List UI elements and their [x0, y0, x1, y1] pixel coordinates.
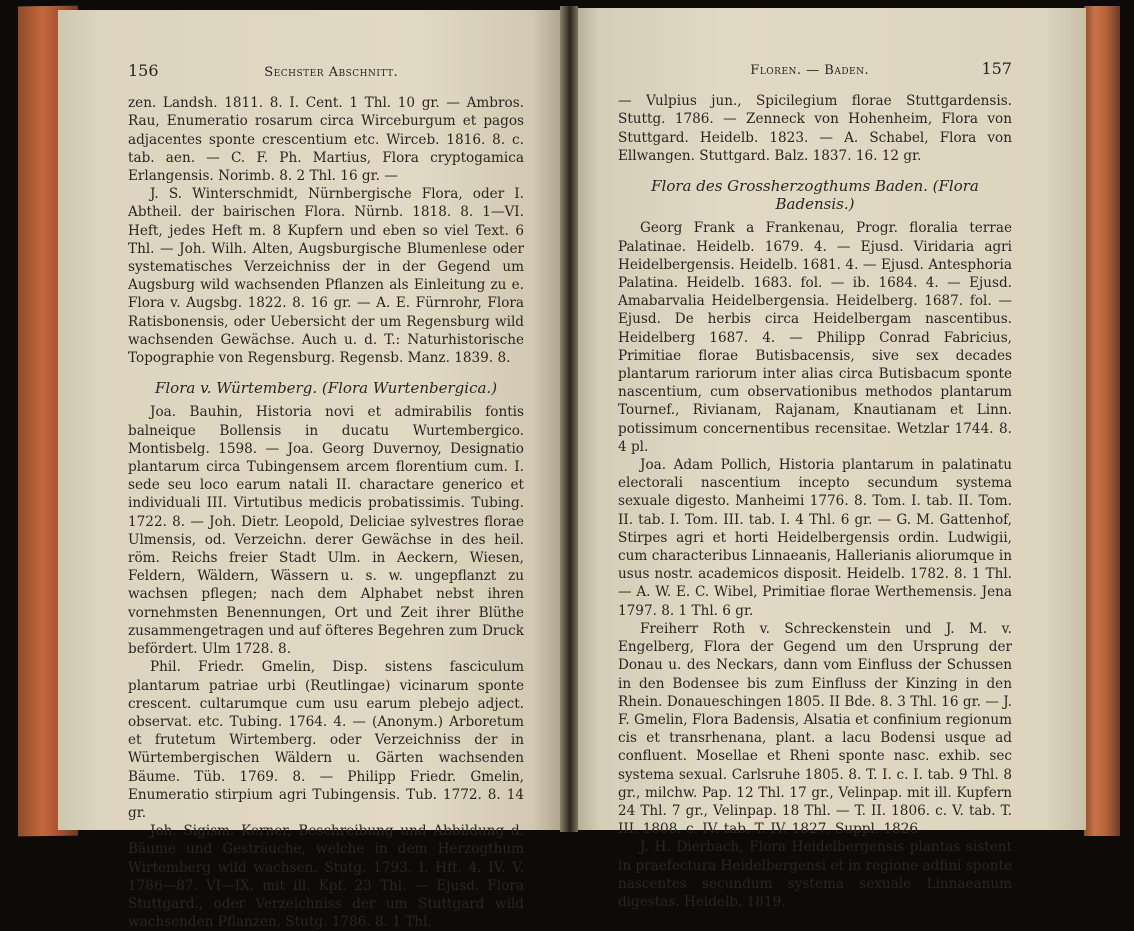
left-page-number: 156 [128, 61, 159, 80]
right-paragraph: Joa. Adam Pollich, Historia plantarum in palatinatu electorali nascentium incepto secundum systema sexuale digesto. Manheimi 1776. 8. Tom. I. tab. II. Tom. II. tab. I. Tom. III. tab. I. 4 Thl. 6 gr. — G. M. Gattenhof, Stirpes agri et horti Heidelbergensis ordin. Ludwigii, cum characteribus Linnaeanis, Hallerianis aliorumque in usus nostr. academicos disposit. Heidelb. 1782. 8. 1 Thl. — A. W. E. C. Wibel, Primitiae florae Werthemensis. Jena 1797. 8. 1 Thl. 6 gr. [618, 457, 1012, 619]
left-running-title: Sechster Abschnitt. [264, 65, 399, 80]
right-running-title: Floren. — Baden. [750, 63, 870, 78]
right-paragraph: Georg Frank a Frankenau, Progr. floralia terrae Palatinae. Heidelb. 1679. 4. — Ejusd. Viridaria agri Heidelbergensis. Heidelb. 1681. 4. — Ejusd. Antesphoria Palatina. Heidelb. 1683. fol. — ib. 1684. 4. — Ejusd. Amabarvalia Heidelbergensia. Heidelberg. 1687. fol. — Ejusd. De herbis circa Heidelbergam nascentibus. Heidelberg 1687. 4. — Philipp Conrad Fabricius, Primitiae florae Butisbacensis, sive sex decades plantarum rariorum inter alias circa Butisbacum sponte nascentium, cum observationibus methodos plantarum Tournef., Rivianam, Rajanam, Knautianam et Linn. potissimum concernentibus recensitae. Wetzlar 1744. 8. 4 pl. [618, 220, 1012, 455]
left-running-head [128, 62, 524, 82]
right-paragraph: Freiherr Roth v. Schreckenstein und J. M. v. Engelberg, Flora der Gegend um den Ursprung der Donau u. des Neckars, dann vom Einfluss der Schussen in den Bodensee bis zum Einfluss der Kinzing in den Rhein. Donaueschingen 1805. II Bde. 8. 3 Thl. 16 gr. — J. F. Gmelin, Flora Badensis, Alsatia et confinium regionum cis et transrhenana, plant. a lacu Bodensi usque ad confluent. Mosellae et Rheni sponte nasc. exhib. sec systema sexual. Carlsruhe 1805. 8. T. I. c. I. tab. 9 Thl. 8 gr., milchw. Pap. 12 Thl. 17 gr., Velinpap. mit ill. Kupfern 24 Thl. 7 gr., Velinpap. 18 Thl. — T. II. 1806. c. V. tab. T. III. 1808. c. IV. tab. T. IV. 1827. Suppl. 1826. [618, 620, 1012, 838]
right-paragraph: — Vulpius jun., Spicilegium florae Stuttgardensis. Stuttg. 1786. — Zenneck von Hohenheim, Flora von Stuttgard. Heidelb. 1823. — A. Schabel, Flora von Ellwangen. Stuttgard. Balz. 1837. 16. 12 gr. [618, 93, 1012, 164]
left-paragraph: J. S. Winterschmidt, Nürnbergische Flora, oder I. Abtheil. der bairischen Flora. Nürnb. 1818. 8. 1—VI. Heft, jedes Heft m. 8 Kupfern und eben so viel Text. 6 Thl. — Joh. Wilh. Alten, Augsburgische Blumenlese oder systematisches Verzeichniss der in der Gegend um Augsburg wild wachsenden Pflanzen als Einleitung zu e. Flora v. Augsbg. 1822. 8. 16 gr. — A. E. Fürnrohr, Flora Ratisbonensis, oder Uebersicht der um Regensburg wild wachsenden Gewächse. Auch u. d. T.: Naturhistorische Topographie von Regensburg. Regensb. Manz. 1839. 8. [128, 186, 524, 367]
left-section-heading: Flora v. Würtemberg. (Flora Wurtenbergica.) [154, 379, 498, 398]
left-paragraph: Joh. Sigism. Kerner, Beschreibung und Abbildung d. Bäume und Gesträuche, welche in dem Herzogthum Wirtemberg wild wachsen. Stutg. 1793. I. Hft. 4. IV. V. 1786—87. VI—IX. mit ill. Kpf. 23 Thl. — Ejusd. Flora Stuttgard., oder Verzeichniss der um Stuttgard wild wachsenden Pflanzen. Stutg. 1786. 8. 1 Thl. [128, 823, 524, 931]
book-gutter [560, 6, 578, 832]
right-section-heading: Flora des Grossherzogthums Baden. (Flora Badensis.) [651, 177, 979, 214]
left-page [58, 10, 568, 931]
right-page-number: 157 [981, 59, 1012, 78]
left-paragraph: zen. Landsh. 1811. 8. I. Cent. 1 Thl. 10 gr. — Ambros. Rau, Enumeratio rosarum circa Wirceburgum et pagos adjacentes sponte crescentium etc. Wirceb. 1816. 8. c. tab. aen. — C. F. Ph. Martius, Flora cryptogamica Erlangensis. Norimb. 8. 2 Thl. 16 gr. — [128, 95, 524, 185]
right-page [568, 8, 1086, 910]
right-paragraph: J. H. Dierbach, Flora Heidelbergensis plantas sistent in praefectura Heidelbergensi et in regione adfini sponte nascentes secundum systema sexuale Linnaeanum digestas. Heidelb. 1819. [618, 839, 1012, 910]
left-paragraph: Joa. Bauhin, Historia novi et admirabilis fontis balneique Bollensis in ducatu Wurtembergico. Montisbelg. 1598. — Joa. Georg Duvernoy, Designatio plantarum circa Tubingensem arcem florentium cum. I. sede seu loco earum natali II. charactare generico et individuali III. Virtutibus medicis probatissimis. Tubing. 1722. 8. — Joh. Dietr. Leopold, Deliciae sylvestres florae Ulmensis, od. Verzeichn. derer Gewächse in des heil. röm. Reichs freier Stadt Ulm. in Aeckern, Wiesen, Feldern, Wäldern, Wässern u. s. w. ungepflanzt zu wachsen pflegen; nach dem Alphabet nebst ihren vornehmsten Benennungen, Ort und Zeit ihrer Blüthe zusammengetragen und auf öfteres Begehren zum Druck befördert. Ulm 1728. 8. [128, 404, 524, 658]
book-cover-right-edge [1084, 6, 1120, 836]
right-running-head [618, 60, 1012, 80]
left-paragraph: Phil. Friedr. Gmelin, Disp. sistens fasciculum plantarum patriae urbi (Reutlingae) vicinarum sponte crescent. cultarumque cum usu earum plebejo adject. observat. etc. Tubing. 1764. 4. — (Anonym.) Arboretum et frutetum Wirtemberg. oder Verzeichniss der in Würtembergischen Wäldern u. Gärten wachsenden Bäume. Tüb. 1769. 8. — Philipp Friedr. Gmelin, Enumeratio stirpium agri Tubingensis. Tub. 1772. 8. 14 gr. [128, 659, 524, 821]
